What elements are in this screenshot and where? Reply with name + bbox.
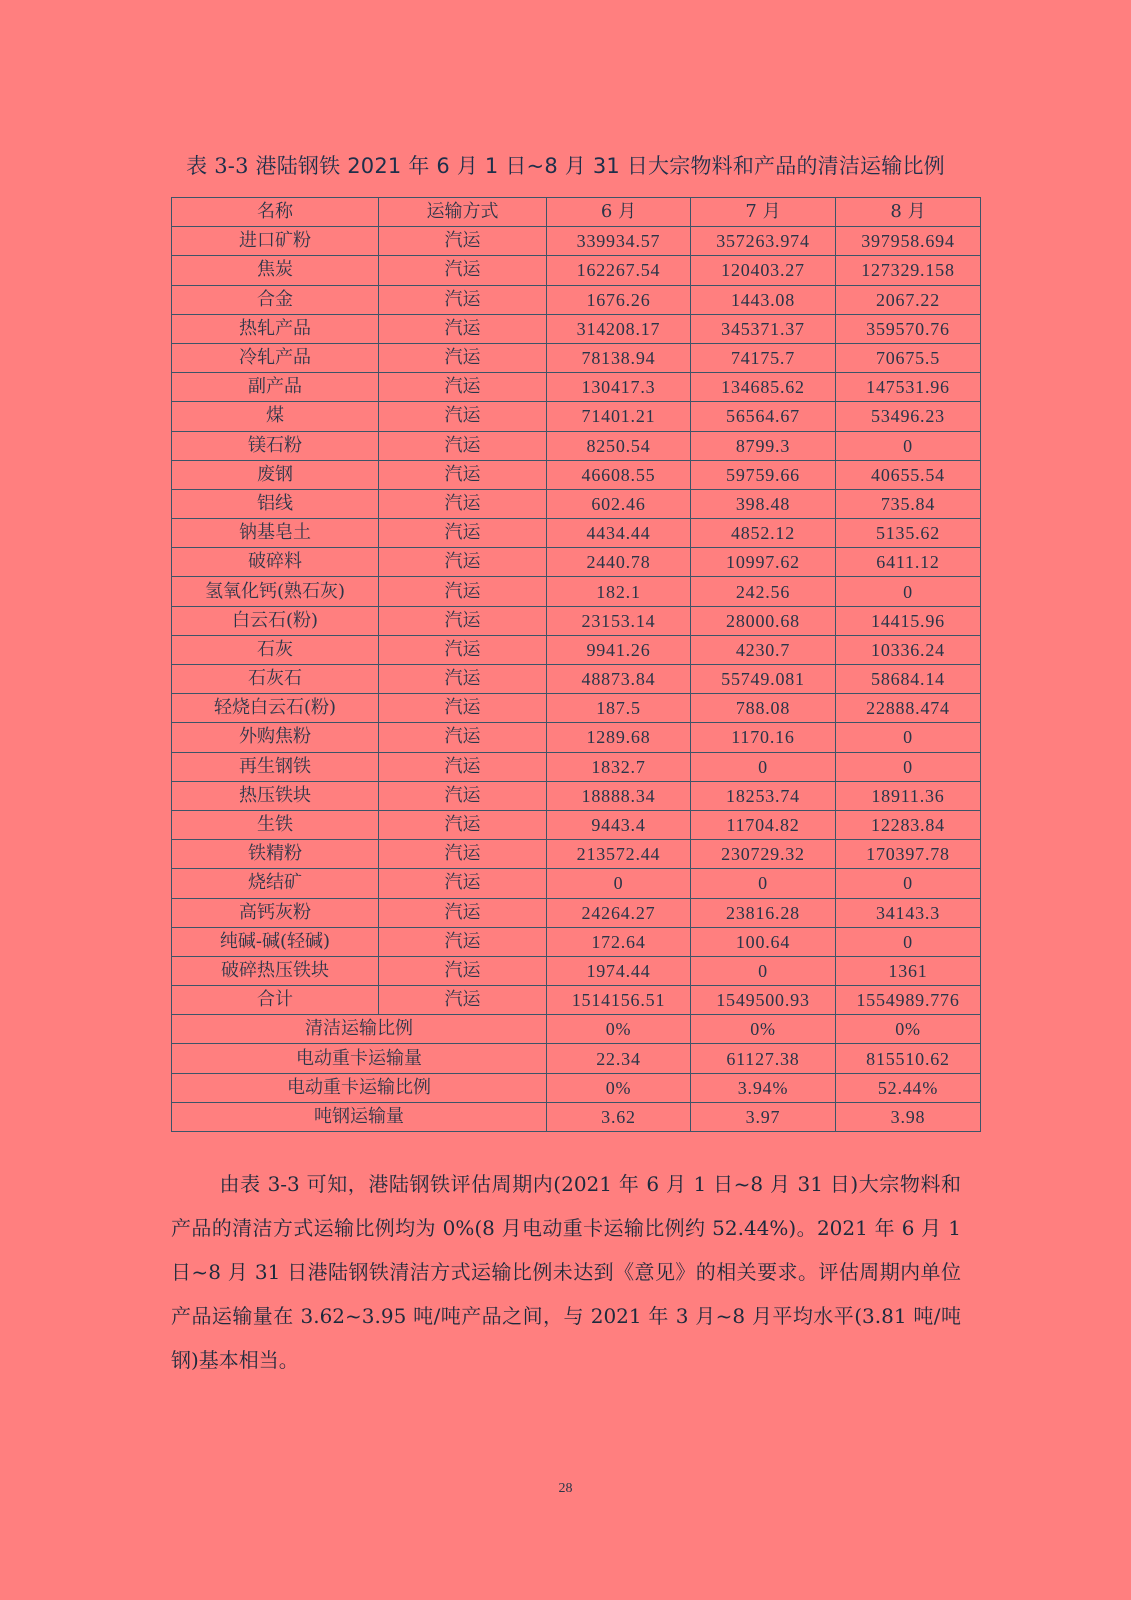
material-name-cell: 破碎热压铁块 [172, 956, 379, 985]
month-value-cell: 1289.68 [547, 723, 691, 752]
month-value-cell: 0 [836, 577, 981, 606]
caption-label: 表 3-3 [186, 154, 249, 178]
table-row [172, 431, 981, 460]
table-row [172, 956, 981, 985]
month-value-cell: 4852.12 [691, 519, 836, 548]
month-value-cell: 735.84 [836, 489, 981, 518]
table-row [172, 256, 981, 285]
table-row [172, 606, 981, 635]
summary-label-cell: 吨钢运输量 [172, 1102, 547, 1131]
material-name-cell: 冷轧产品 [172, 343, 379, 372]
transport-mode-cell: 汽运 [379, 402, 547, 431]
month-value-cell: 162267.54 [547, 256, 691, 285]
month-value-cell: 24264.27 [547, 898, 691, 927]
month-value-cell: 46608.55 [547, 460, 691, 489]
summary-value-cell: 815510.62 [836, 1044, 981, 1073]
month-value-cell: 59759.66 [691, 460, 836, 489]
table-row [172, 840, 981, 869]
summary-value-cell: 3.62 [547, 1102, 691, 1131]
month-value-cell: 1549500.93 [691, 986, 836, 1015]
month-value-cell: 18888.34 [547, 781, 691, 810]
month-value-cell: 28000.68 [691, 606, 836, 635]
month-value-cell: 230729.32 [691, 840, 836, 869]
month-value-cell: 1554989.776 [836, 986, 981, 1015]
transport-mode-cell: 汽运 [379, 898, 547, 927]
transport-mode-cell: 汽运 [379, 256, 547, 285]
material-name-cell: 热轧产品 [172, 314, 379, 343]
material-name-cell: 副产品 [172, 373, 379, 402]
month-value-cell: 58684.14 [836, 665, 981, 694]
material-name-cell: 废钢 [172, 460, 379, 489]
month-value-cell: 345371.37 [691, 314, 836, 343]
material-name-cell: 进口矿粉 [172, 227, 379, 256]
transport-mode-cell: 汽运 [379, 489, 547, 518]
month-value-cell: 10336.24 [836, 635, 981, 664]
summary-value-cell: 3.94% [691, 1073, 836, 1102]
month-value-cell: 170397.78 [836, 840, 981, 869]
material-name-cell: 轻烧白云石(粉) [172, 694, 379, 723]
summary-label-cell: 电动重卡运输比例 [172, 1073, 547, 1102]
month-value-cell: 130417.3 [547, 373, 691, 402]
summary-value-cell: 0% [836, 1015, 981, 1044]
transport-mode-cell: 汽运 [379, 694, 547, 723]
summary-value-cell: 0% [547, 1015, 691, 1044]
header-cell: 8 月 [836, 198, 981, 227]
month-value-cell: 9443.4 [547, 810, 691, 839]
summary-value-cell: 52.44% [836, 1073, 981, 1102]
transport-mode-cell: 汽运 [379, 431, 547, 460]
summary-row [172, 1102, 981, 1131]
material-name-cell: 钠基皂土 [172, 519, 379, 548]
month-value-cell: 12283.84 [836, 810, 981, 839]
month-value-cell: 0 [836, 431, 981, 460]
material-name-cell: 高钙灰粉 [172, 898, 379, 927]
table-row [172, 781, 981, 810]
summary-value-cell: 0% [691, 1015, 836, 1044]
table-row [172, 694, 981, 723]
transport-mode-cell: 汽运 [379, 986, 547, 1015]
transport-mode-cell: 汽运 [379, 460, 547, 489]
table-caption [0, 150, 1131, 180]
transport-mode-cell: 汽运 [379, 956, 547, 985]
table-header-row [172, 198, 981, 227]
transport-mode-cell: 汽运 [379, 373, 547, 402]
summary-row [172, 1073, 981, 1102]
month-value-cell: 0 [836, 723, 981, 752]
caption-title: 港陆钢铁 2021 年 6 月 1 日~8 月 31 日大宗物料和产品的清洁运输比例 [255, 154, 945, 178]
material-name-cell: 纯碱-碱(轻碱) [172, 927, 379, 956]
month-value-cell: 1832.7 [547, 752, 691, 781]
month-value-cell: 9941.26 [547, 635, 691, 664]
transport-mode-cell: 汽运 [379, 840, 547, 869]
table-row [172, 285, 981, 314]
summary-value-cell: 22.34 [547, 1044, 691, 1073]
month-value-cell: 100.64 [691, 927, 836, 956]
month-value-cell: 6411.12 [836, 548, 981, 577]
transport-mode-cell: 汽运 [379, 869, 547, 898]
table-row [172, 723, 981, 752]
material-name-cell: 外购焦粉 [172, 723, 379, 752]
transport-mode-cell: 汽运 [379, 285, 547, 314]
table-row [172, 635, 981, 664]
month-value-cell: 1676.26 [547, 285, 691, 314]
month-value-cell: 0 [547, 869, 691, 898]
month-value-cell: 397958.694 [836, 227, 981, 256]
month-value-cell: 10997.62 [691, 548, 836, 577]
month-value-cell: 147531.96 [836, 373, 981, 402]
table-row [172, 869, 981, 898]
month-value-cell: 172.64 [547, 927, 691, 956]
table-row [172, 402, 981, 431]
header-cell: 7 月 [691, 198, 836, 227]
material-name-cell: 生铁 [172, 810, 379, 839]
month-value-cell: 242.56 [691, 577, 836, 606]
transport-mode-cell: 汽运 [379, 752, 547, 781]
month-value-cell: 48873.84 [547, 665, 691, 694]
transport-mode-cell: 汽运 [379, 606, 547, 635]
month-value-cell: 2440.78 [547, 548, 691, 577]
material-name-cell: 氢氧化钙(熟石灰) [172, 577, 379, 606]
material-name-cell: 合金 [172, 285, 379, 314]
month-value-cell: 788.08 [691, 694, 836, 723]
table-row [172, 752, 981, 781]
month-value-cell: 602.46 [547, 489, 691, 518]
month-value-cell: 34143.3 [836, 898, 981, 927]
month-value-cell: 2067.22 [836, 285, 981, 314]
material-name-cell: 再生钢铁 [172, 752, 379, 781]
material-name-cell: 焦炭 [172, 256, 379, 285]
transport-mode-cell: 汽运 [379, 781, 547, 810]
month-value-cell: 40655.54 [836, 460, 981, 489]
table-row [172, 577, 981, 606]
transport-mode-cell: 汽运 [379, 927, 547, 956]
month-value-cell: 0 [691, 956, 836, 985]
table-row [172, 489, 981, 518]
table-row [172, 373, 981, 402]
table-row [172, 665, 981, 694]
table-row [172, 227, 981, 256]
month-value-cell: 314208.17 [547, 314, 691, 343]
transport-table [171, 197, 981, 1132]
month-value-cell: 5135.62 [836, 519, 981, 548]
table-row [172, 314, 981, 343]
month-value-cell: 71401.21 [547, 402, 691, 431]
material-name-cell: 铝线 [172, 489, 379, 518]
header-cell: 6 月 [547, 198, 691, 227]
month-value-cell: 8250.54 [547, 431, 691, 460]
summary-value-cell: 3.97 [691, 1102, 836, 1131]
material-name-cell: 热压铁块 [172, 781, 379, 810]
material-name-cell: 镁石粉 [172, 431, 379, 460]
transport-mode-cell: 汽运 [379, 810, 547, 839]
month-value-cell: 0 [836, 869, 981, 898]
month-value-cell: 4230.7 [691, 635, 836, 664]
table-row [172, 927, 981, 956]
transport-mode-cell: 汽运 [379, 577, 547, 606]
month-value-cell: 78138.94 [547, 343, 691, 372]
month-value-cell: 70675.5 [836, 343, 981, 372]
table-row [172, 898, 981, 927]
transport-mode-cell: 汽运 [379, 548, 547, 577]
month-value-cell: 8799.3 [691, 431, 836, 460]
month-value-cell: 0 [691, 869, 836, 898]
analysis-paragraph [171, 1162, 961, 1382]
summary-label-cell: 清洁运输比例 [172, 1015, 547, 1044]
month-value-cell: 23816.28 [691, 898, 836, 927]
table-row [172, 460, 981, 489]
month-value-cell: 74175.7 [691, 343, 836, 372]
month-value-cell: 23153.14 [547, 606, 691, 635]
month-value-cell: 339934.57 [547, 227, 691, 256]
table-row [172, 519, 981, 548]
summary-row [172, 1015, 981, 1044]
month-value-cell: 134685.62 [691, 373, 836, 402]
material-name-cell: 石灰石 [172, 665, 379, 694]
month-value-cell: 127329.158 [836, 256, 981, 285]
page-number: 28 [558, 1481, 573, 1496]
material-name-cell: 白云石(粉) [172, 606, 379, 635]
table-row [172, 343, 981, 372]
month-value-cell: 182.1 [547, 577, 691, 606]
month-value-cell: 359570.76 [836, 314, 981, 343]
paragraph-text: 由表 3-3 可知，港陆钢铁评估周期内(2021 年 6 月 1 日~8 月 31 日)大宗物料和产品的清洁方式运输比例均为 0%(8 月电动重卡运输比例约 52.44%)。2021 年 6 月 1 日~8 月 31 日港陆钢铁清洁方式运输比例未达到《意见》的相关要求。评估周期内单位产品运输量在 3.62~3.95 吨/吨产品之间，与 2021 年 3 月~8 月平均水平(3.81 吨/吨钢)基本相当。 [171, 1172, 961, 1372]
transport-mode-cell: 汽运 [379, 227, 547, 256]
month-value-cell: 14415.96 [836, 606, 981, 635]
transport-mode-cell: 汽运 [379, 665, 547, 694]
transport-mode-cell: 汽运 [379, 343, 547, 372]
summary-value-cell: 0% [547, 1073, 691, 1102]
month-value-cell: 56564.67 [691, 402, 836, 431]
month-value-cell: 0 [836, 927, 981, 956]
summary-value-cell: 61127.38 [691, 1044, 836, 1073]
month-value-cell: 398.48 [691, 489, 836, 518]
month-value-cell: 4434.44 [547, 519, 691, 548]
material-name-cell: 烧结矿 [172, 869, 379, 898]
header-cell: 名称 [172, 198, 379, 227]
material-name-cell: 石灰 [172, 635, 379, 664]
month-value-cell: 187.5 [547, 694, 691, 723]
material-name-cell: 破碎料 [172, 548, 379, 577]
month-value-cell: 1974.44 [547, 956, 691, 985]
table-row [172, 810, 981, 839]
material-name-cell: 煤 [172, 402, 379, 431]
transport-mode-cell: 汽运 [379, 723, 547, 752]
month-value-cell: 1514156.51 [547, 986, 691, 1015]
month-value-cell: 1170.16 [691, 723, 836, 752]
summary-label-cell: 电动重卡运输量 [172, 1044, 547, 1073]
material-name-cell: 铁精粉 [172, 840, 379, 869]
summary-value-cell: 3.98 [836, 1102, 981, 1131]
month-value-cell: 18253.74 [691, 781, 836, 810]
month-value-cell: 11704.82 [691, 810, 836, 839]
table-row [172, 986, 981, 1015]
month-value-cell: 213572.44 [547, 840, 691, 869]
table-row [172, 548, 981, 577]
transport-mode-cell: 汽运 [379, 314, 547, 343]
month-value-cell: 53496.23 [836, 402, 981, 431]
material-name-cell: 合计 [172, 986, 379, 1015]
summary-row [172, 1044, 981, 1073]
header-cell: 运输方式 [379, 198, 547, 227]
transport-mode-cell: 汽运 [379, 519, 547, 548]
month-value-cell: 22888.474 [836, 694, 981, 723]
month-value-cell: 18911.36 [836, 781, 981, 810]
month-value-cell: 0 [691, 752, 836, 781]
month-value-cell: 55749.081 [691, 665, 836, 694]
month-value-cell: 1361 [836, 956, 981, 985]
month-value-cell: 0 [836, 752, 981, 781]
transport-mode-cell: 汽运 [379, 635, 547, 664]
month-value-cell: 1443.08 [691, 285, 836, 314]
month-value-cell: 357263.974 [691, 227, 836, 256]
month-value-cell: 120403.27 [691, 256, 836, 285]
